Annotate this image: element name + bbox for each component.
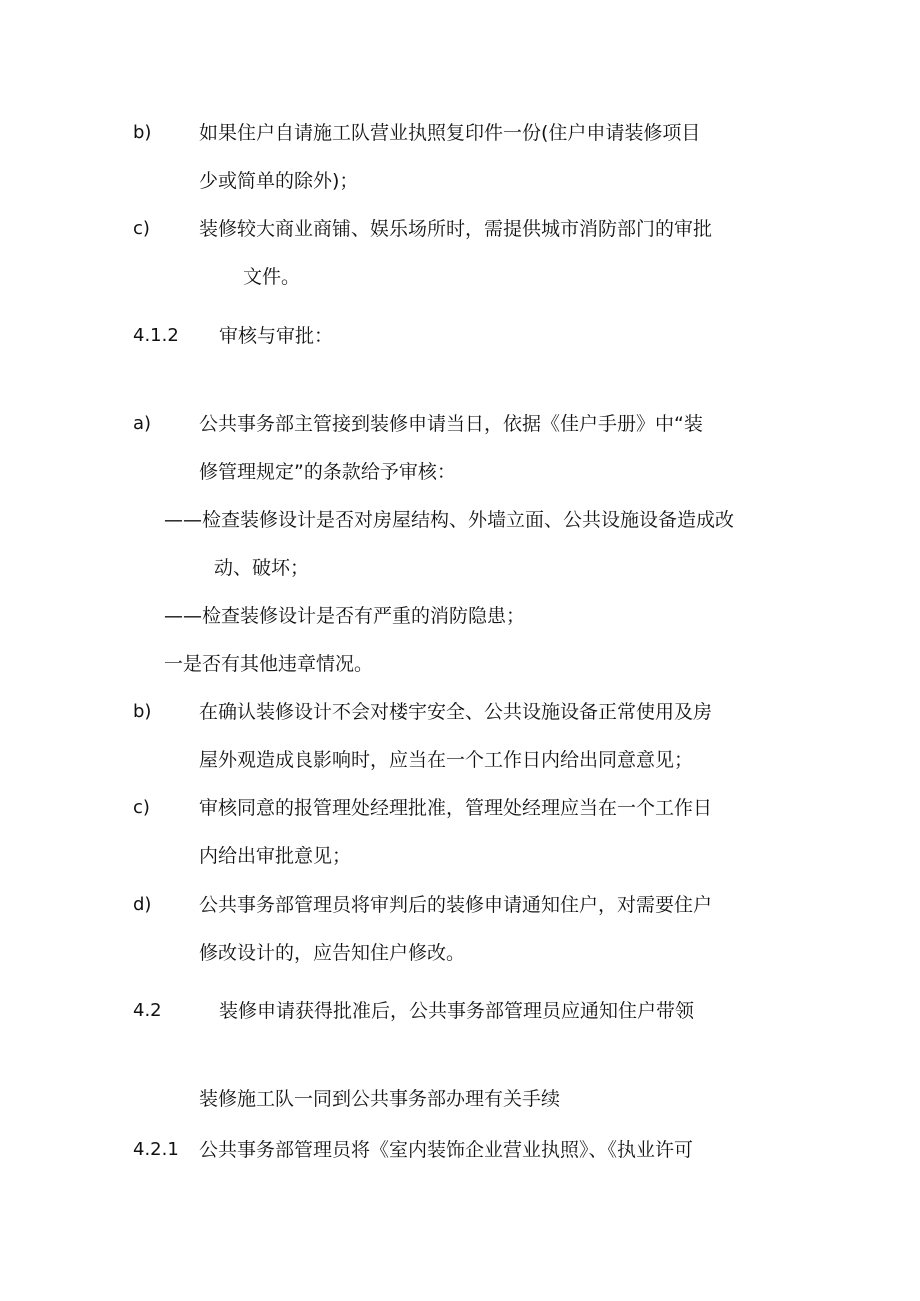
section-4-2-line-1: 装修申请获得批准后，公共事务部管理员应通知住户带领 — [219, 1000, 695, 1022]
section-4-2-line-2: 装修施工队一同到公共事务部办理有关手续 — [199, 1088, 561, 1110]
item-c-line-2: 文件。 — [243, 266, 301, 288]
section-title-4-1-2: 审核与审批： — [219, 325, 334, 347]
section-number-4-1-2: 4.1.2 — [133, 325, 179, 346]
item-b-line-1: 如果住户自请施工队营业执照复印件一份(住户申请装修项目 — [199, 122, 701, 144]
item-label-d: d) — [133, 894, 152, 915]
item-b-line-2: 少或简单的除外)； — [199, 170, 359, 192]
item-c-line-1: 装修较大商业商铺、娱乐场所时，需提供城市消防部门的审批 — [199, 218, 713, 240]
check-item-1-line-2: 动、破坏； — [214, 557, 310, 579]
item-a-line-2: 修管理规定”的条款给予审核： — [199, 461, 456, 483]
section-number-4-2-1: 4.2.1 — [133, 1139, 179, 1160]
item-d-line-1: 公共事务部管理员将审判后的装修申请通知住户，对需要住户 — [199, 894, 713, 916]
item-b2-line-2: 屋外观造成良影响时，应当在一个工作日内给出同意意见； — [199, 749, 694, 771]
section-number-4-2: 4.2 — [133, 1000, 162, 1021]
item-b2-line-1: 在确认装修设计不会对楼宇安全、公共设施设备正常使用及房 — [199, 701, 713, 723]
section-4-2-1-line-1: 公共事务部管理员将《室内装饰企业营业执照》、《执业许可 — [199, 1139, 694, 1161]
item-label-b-2: b) — [133, 701, 152, 722]
check-item-1-line-1: ——检查装修设计是否对房屋结构、外墙立面、公共设施设备造成改 — [164, 509, 735, 531]
check-item-2: ——检查装修设计是否有严重的消防隐患； — [164, 605, 526, 627]
item-label-b: b) — [133, 122, 152, 143]
item-c2-line-1: 审核同意的报管理处经理批准，管理处经理应当在一个工作日 — [199, 797, 713, 819]
item-label-c: c) — [133, 218, 150, 239]
item-d-line-2: 修改设计的，应告知住户修改。 — [199, 942, 466, 964]
item-a-line-1: 公共事务部主管接到装修申请当日，依据《佳户手册》中“装 — [199, 413, 703, 435]
item-label-c-2: c) — [133, 797, 150, 818]
check-item-3: 一是否有其他违章情况。 — [164, 653, 374, 675]
item-c2-line-2: 内给出审批意见； — [199, 845, 352, 867]
item-label-a: a) — [133, 413, 152, 434]
